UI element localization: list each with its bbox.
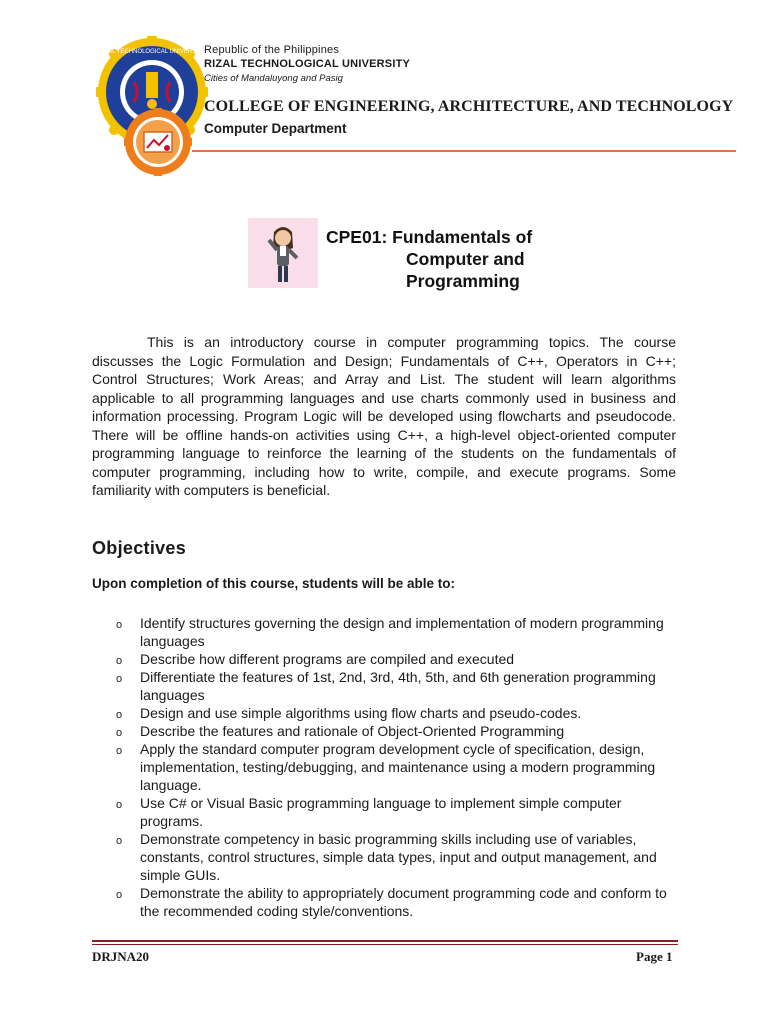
course-title-line-1: CPE01: Fundamentals of — [326, 227, 533, 247]
footer-divider-thin — [92, 944, 678, 945]
list-item — [116, 884, 686, 920]
list-item — [116, 668, 686, 704]
bullet-icon: o — [116, 619, 123, 631]
course-description: This is an introductory course in computer programming topics. The course discusses the Logic Formulation and Design; Fundamentals of C++, Operators in C++; Control Structures; Work Areas; and Array and List. The student will learn algorithms applicable to all programming languages and use charts commonly used in business and information processing. Program Logic will be developed using flowcharts and pseudocode. There will be offline hands-on activities using C++, a high-level object-oriented computer programming language to reinforce the learning of the students on the fundamentals of computer programming, including how to write, compile, and execute programs. Some familiarity with computers is beneficial. — [92, 334, 676, 498]
avatar-image — [248, 218, 318, 288]
objective-text: Use C# or Visual Basic programming language to implement simple computer programs. — [140, 795, 622, 829]
objective-text: Differentiate the features of 1st, 2nd, 3rd, 4th, 5th, and 6th generation programming languages — [140, 669, 656, 703]
objective-text: Demonstrate competency in basic programming skills including use of variables, constants, control structures, simple data types, input and output management, and simple GUIs. — [140, 831, 657, 883]
objective-text: Apply the standard computer program development cycle of specification, design, implementation, testing/debugging, and maintenance using a modern programming language. — [140, 741, 656, 793]
department-name: Computer Department — [204, 121, 347, 136]
bullet-icon: o — [116, 745, 123, 757]
cities-label: Cities of Mandaluyong and Pasig — [204, 73, 343, 84]
bullet-icon: o — [116, 727, 123, 739]
list-item — [116, 722, 686, 740]
course-title — [326, 226, 532, 292]
list-item — [116, 830, 686, 884]
republic-label: Republic of the Philippines — [204, 44, 340, 56]
header-divider — [192, 150, 736, 152]
footer-code: DRJNA20 — [92, 949, 150, 964]
university-name: RIZAL TECHNOLOGICAL UNIVERSITY — [204, 58, 411, 70]
list-item — [116, 614, 686, 650]
bullet-icon: o — [116, 655, 123, 667]
page-number: Page 1 — [636, 949, 673, 964]
college-name: COLLEGE OF ENGINEERING, ARCHITECTURE, AND TECHNOLOGY — [204, 98, 734, 115]
college-seal-logo — [124, 108, 192, 176]
course-title-line-3: Programming — [406, 271, 520, 291]
bullet-icon: o — [116, 799, 123, 811]
course-title-line-2: Computer and — [406, 249, 525, 269]
objectives-heading: Objectives — [92, 538, 187, 558]
seal-arc-text: RIZAL TECHNOLOGICAL UNIVERSITY — [98, 49, 206, 55]
list-item — [116, 704, 686, 722]
objectives-intro: Upon completion of this course, students will be able to: — [92, 576, 456, 591]
objective-text: Describe how different programs are compiled and executed — [140, 651, 515, 667]
bullet-icon: o — [116, 673, 123, 685]
list-item — [116, 740, 686, 794]
teacher-avatar-icon — [248, 218, 318, 288]
objective-text: Demonstrate the ability to appropriately document programming code and conform to the recommended coding style/conventions. — [140, 885, 667, 919]
bullet-icon: o — [116, 835, 123, 847]
bullet-icon: o — [116, 709, 123, 721]
footer-divider-thick — [92, 940, 678, 942]
objective-text: Describe the features and rationale of Object-Oriented Programming — [140, 723, 565, 739]
objectives-list — [116, 614, 686, 920]
objective-text: Identify structures governing the design and implementation of modern programming languages — [140, 615, 664, 649]
list-item — [116, 650, 686, 668]
list-item — [116, 794, 686, 830]
objective-text: Design and use simple algorithms using flow charts and pseudo-codes. — [140, 705, 582, 721]
bullet-icon: o — [116, 889, 123, 901]
